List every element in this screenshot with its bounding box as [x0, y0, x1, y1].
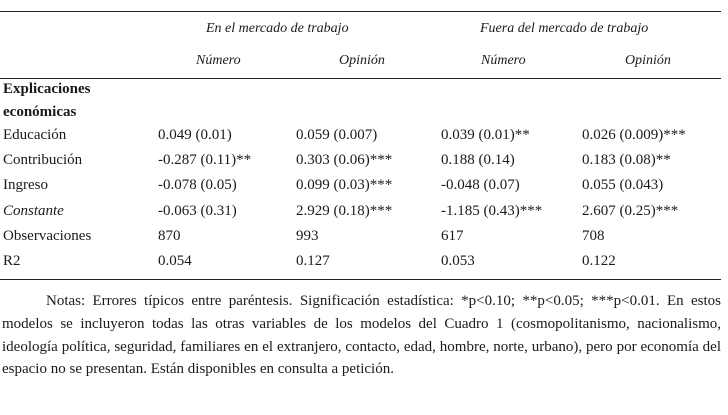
table-cell: -0.078 (0.05) — [158, 177, 237, 193]
group-header-out-labor-market: Fuera del mercado de trabajo — [480, 21, 649, 36]
table-cell: 2.929 (0.18)*** — [296, 203, 393, 219]
table-cell: -0.287 (0.11)** — [158, 152, 252, 168]
table-cell: 870 — [158, 228, 181, 244]
table-cell: 993 — [296, 228, 319, 244]
table-cell: 0.183 (0.08)** — [582, 152, 671, 168]
section-label-line1: Explicaciones — [3, 81, 91, 97]
sub-header-numero-2: Número — [481, 53, 526, 68]
table-notes — [2, 290, 721, 381]
notes-paragraph: Notas: Errores típicos entre paréntesis. Significación estadística: *p<0.10; **p<0.05; ***p<0.01. En estos modelos se incluyeron todas las otras variables de los modelos del Cuadro 1 (cosmopolitanismo, nacionalismo, ideología política, seguridad, familiares en el extranjero, contacto, edad, hombre, norte, urbano), pero por economía del espacio no se presentan. Están disponibles en consulta a petición. — [2, 293, 721, 378]
row-label: Observaciones — [3, 228, 92, 244]
table-cell: -1.185 (0.43)*** — [441, 203, 543, 219]
row-label: Ingreso — [3, 177, 48, 193]
table-cell: 0.188 (0.14) — [441, 152, 515, 168]
table-cell: 617 — [441, 228, 464, 244]
sub-header-numero-1: Número — [196, 53, 241, 68]
table-cell: 0.054 — [158, 253, 192, 269]
table-cell: 708 — [582, 228, 605, 244]
row-label: Contribución — [3, 152, 83, 168]
table-cell: 0.039 (0.01)** — [441, 127, 530, 143]
row-label: Educación — [3, 127, 67, 143]
table-cell: 0.049 (0.01) — [158, 127, 232, 143]
section-label-line2: económicas — [3, 104, 77, 120]
table-cell: 0.303 (0.06)*** — [296, 152, 393, 168]
table-cell: -0.048 (0.07) — [441, 177, 520, 193]
sub-header-opinion-1: Opinión — [339, 53, 385, 68]
bottom-rule — [0, 279, 721, 280]
table-cell: 0.127 — [296, 253, 330, 269]
table-cell: 0.059 (0.007) — [296, 127, 378, 143]
table-cell: 0.055 (0.043) — [582, 177, 664, 193]
table-cell: 2.607 (0.25)*** — [582, 203, 679, 219]
table-cell: -0.063 (0.31) — [158, 203, 237, 219]
top-rule — [0, 11, 721, 12]
group-header-in-labor-market: En el mercado de trabajo — [206, 21, 349, 36]
table-cell: 0.099 (0.03)*** — [296, 177, 393, 193]
table-cell: 0.026 (0.009)*** — [582, 127, 686, 143]
row-label: R2 — [3, 253, 21, 269]
table-cell: 0.122 — [582, 253, 616, 269]
row-label: Constante — [3, 203, 64, 219]
sub-header-opinion-2: Opinión — [625, 53, 671, 68]
table-cell: 0.053 — [441, 253, 475, 269]
header-rule — [0, 78, 721, 79]
